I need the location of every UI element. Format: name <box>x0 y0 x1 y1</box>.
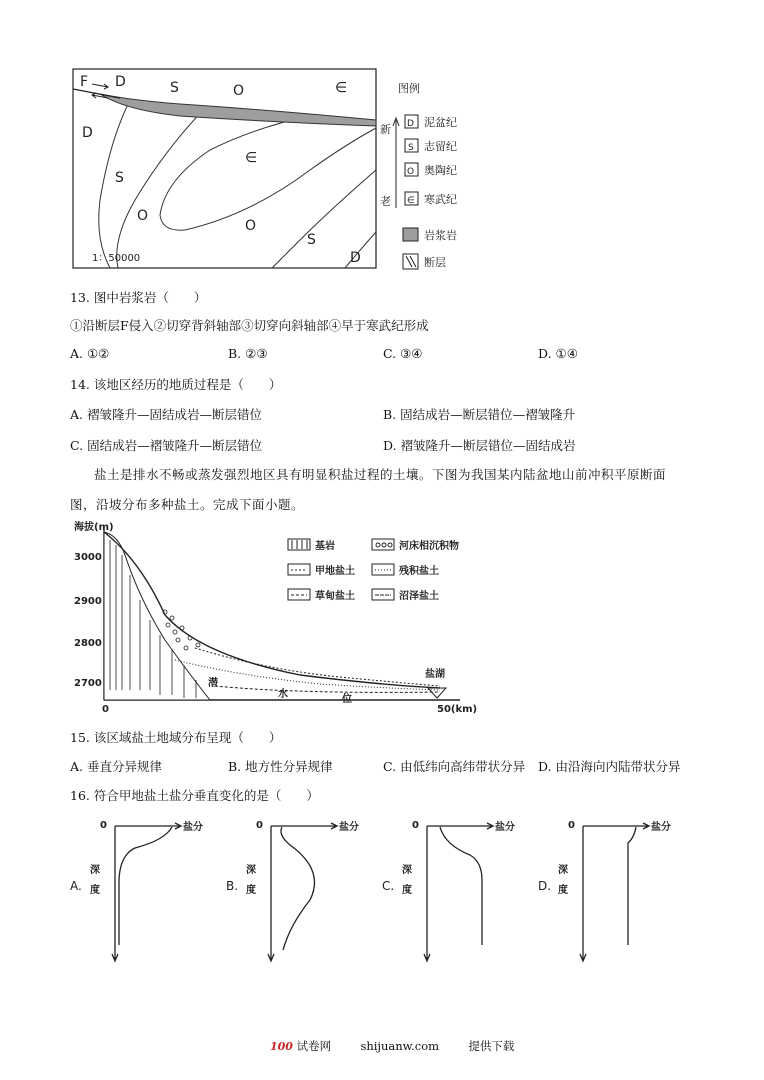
svg-text:D.: D. <box>538 879 552 893</box>
q13-option-a: A. ①② <box>70 346 110 361</box>
svg-text:深: 深 <box>246 865 256 876</box>
svg-text:盐分: 盐分 <box>651 822 671 833</box>
svg-text:盐分: 盐分 <box>495 822 515 833</box>
svg-text:深: 深 <box>90 865 100 876</box>
svg-text:深: 深 <box>402 865 412 876</box>
svg-text:沼泽盐土: 沼泽盐土 <box>399 591 439 602</box>
svg-text:0: 0 <box>256 820 263 831</box>
svg-text:度: 度 <box>246 885 256 896</box>
q14-option-a: A. 褶皱隆升—固结成岩—断层错位 <box>70 407 262 422</box>
svg-text:深: 深 <box>558 865 568 876</box>
svg-text:D: D <box>115 74 126 90</box>
svg-text:水: 水 <box>278 689 288 700</box>
svg-text:盐分: 盐分 <box>183 822 203 833</box>
svg-text:S: S <box>408 143 414 153</box>
salt-soil-profile <box>0 515 764 725</box>
svg-text:甲地盐土: 甲地盐土 <box>315 566 355 577</box>
intro-line-1: 盐土是排水不畅或蒸发强烈地区具有明显积盐过程的土壤。下图为我国某内陆盆地山前冲积平原断面 <box>94 467 667 482</box>
svg-text:残积盐土: 残积盐土 <box>399 566 439 577</box>
svg-text:D: D <box>82 125 93 141</box>
site-logo: 100 <box>270 1040 293 1053</box>
svg-text:泥盆纪: 泥盆纪 <box>424 116 457 129</box>
q15-option-d: D. 由沿海向内陆带状分异 <box>538 759 681 774</box>
q13-option-c: C. ③④ <box>383 346 423 361</box>
svg-text:潜: 潜 <box>208 678 218 689</box>
profile-ylabel: 海拔(m) <box>74 522 114 533</box>
svg-text:O: O <box>245 218 257 234</box>
map-scale: 1：50000 <box>92 253 141 264</box>
intro-line-2: 图，沿坡分布多种盐土。完成下面小题。 <box>70 497 305 512</box>
svg-text:2900: 2900 <box>74 596 102 607</box>
svg-text:∈: ∈ <box>245 150 258 166</box>
q15-option-a: A. 垂直分异规律 <box>70 759 162 774</box>
svg-text:老: 老 <box>380 195 391 208</box>
profile-legend <box>288 539 459 602</box>
svg-text:S: S <box>115 170 124 186</box>
download-note: 提供下载 <box>468 1039 515 1053</box>
svg-text:图例: 图例 <box>398 82 420 95</box>
svg-text:∈: ∈ <box>407 196 415 206</box>
q13-option-b: B. ②③ <box>228 346 268 361</box>
q13-stem: 13. 图中岩浆岩（ ） <box>70 290 207 305</box>
svg-text:D: D <box>407 119 414 129</box>
svg-text:度: 度 <box>402 885 412 896</box>
svg-text:A.: A. <box>70 879 82 893</box>
svg-text:50(km): 50(km) <box>437 704 478 715</box>
q15-option-c: C. 由低纬向高纬带状分异 <box>383 759 526 774</box>
q13-statements: ①沿断层F侵入②切穿背斜轴部③切穿向斜轴部④早于寒武纪形成 <box>70 318 429 333</box>
site-domain[interactable]: shijuanw.com <box>360 1039 440 1053</box>
q14-option-b: B. 固结成岩—断层错位—褶皱隆升 <box>383 407 576 422</box>
svg-text:断层: 断层 <box>424 256 446 269</box>
svg-text:奥陶纪: 奥陶纪 <box>424 164 457 177</box>
footer <box>270 1038 514 1054</box>
svg-text:寒武纪: 寒武纪 <box>424 193 457 206</box>
map-legend <box>380 81 457 269</box>
svg-text:C.: C. <box>382 879 395 893</box>
svg-text:0: 0 <box>102 704 109 715</box>
svg-text:S: S <box>170 80 179 96</box>
svg-text:河床相沉积物: 河床相沉积物 <box>399 541 459 552</box>
svg-text:岩浆岩: 岩浆岩 <box>424 229 457 242</box>
salt-depth-graphs <box>0 805 764 975</box>
geologic-map <box>0 0 764 285</box>
svg-text:草甸盐土: 草甸盐土 <box>315 591 355 602</box>
q14-option-c: C. 固结成岩—褶皱隆升—断层错位 <box>70 438 263 453</box>
svg-text:0: 0 <box>412 820 419 831</box>
svg-text:0: 0 <box>100 820 107 831</box>
svg-text:O: O <box>407 167 415 177</box>
svg-text:∈: ∈ <box>335 80 348 96</box>
svg-text:志留纪: 志留纪 <box>424 140 457 153</box>
salt-lake-label: 盐湖 <box>425 669 445 680</box>
q13-option-d: D. ①④ <box>538 346 578 361</box>
q14-option-d: D. 褶皱隆升—断层错位—固结成岩 <box>383 438 576 453</box>
svg-text:2700: 2700 <box>74 678 102 689</box>
site-name: 试卷网 <box>296 1039 332 1053</box>
svg-text:B.: B. <box>226 879 239 893</box>
svg-text:基岩: 基岩 <box>315 541 335 552</box>
svg-text:S: S <box>307 232 316 248</box>
q15-option-b: B. 地方性分异规律 <box>228 759 333 774</box>
svg-text:D: D <box>350 250 361 266</box>
svg-text:2800: 2800 <box>74 638 102 649</box>
svg-text:0: 0 <box>568 820 575 831</box>
svg-text:盐分: 盐分 <box>339 822 359 833</box>
svg-text:度: 度 <box>90 885 100 896</box>
q14-stem: 14. 该地区经历的地质过程是（ ） <box>70 377 282 392</box>
svg-text:新: 新 <box>380 123 391 136</box>
svg-text:O: O <box>137 208 149 224</box>
svg-text:3000: 3000 <box>74 552 102 563</box>
q15-stem: 15. 该区域盐土地域分布呈现（ ） <box>70 730 282 745</box>
svg-text:度: 度 <box>558 885 568 896</box>
svg-text:位: 位 <box>342 694 352 705</box>
fault-label: F <box>80 74 89 90</box>
svg-text:O: O <box>233 83 245 99</box>
q16-stem: 16. 符合甲地盐土盐分垂直变化的是（ ） <box>70 788 319 803</box>
